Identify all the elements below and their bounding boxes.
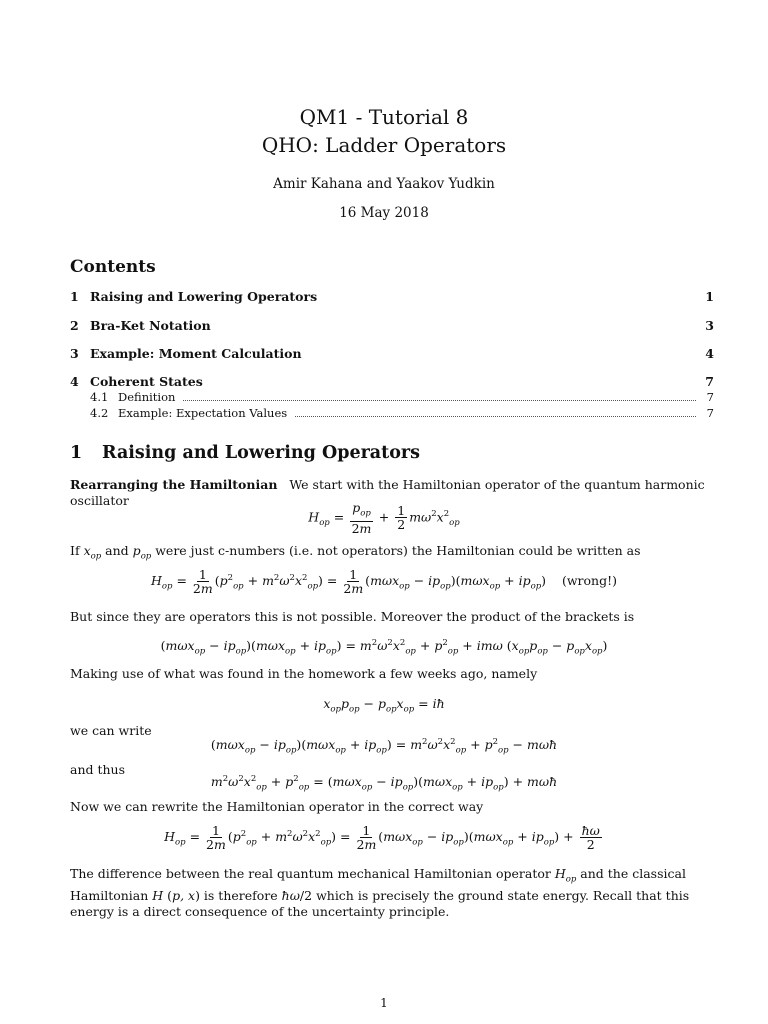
toc-item-page: 7 xyxy=(705,374,714,389)
paragraph-heading: Rearranging the Hamiltonian xyxy=(70,477,278,492)
section-heading xyxy=(70,443,420,463)
paragraph-operators: But since they are operators this is not possible. Moreover the product of the brackets is xyxy=(70,609,635,624)
section-title: Raising and Lowering Operators xyxy=(102,443,420,463)
toc-subitem-title: Example: Expectation Values xyxy=(118,406,288,420)
toc-item-number: 1 xyxy=(70,289,79,304)
toc-subitem-page: 7 xyxy=(706,406,714,420)
toc-item-number: 3 xyxy=(70,346,79,361)
paragraph-we-can-write: we can write xyxy=(70,723,152,738)
equation-hamiltonian: $H_{op}$ = $\frac{p_{op}}{2m}$ + $\frac{1}{2}$ $m\omega^2x^2_{op}$ xyxy=(308,500,460,536)
wrong-note: (wrong!) xyxy=(561,573,617,588)
toc-item[interactable] xyxy=(70,289,714,304)
title-line-2: QHO: Ladder Operators xyxy=(261,133,507,157)
paragraph-text: We start with the Hamiltonian operator of the quantum harmonic oscillator xyxy=(70,477,705,508)
paragraph-c-numbers: If $x_{op}$ and $p_{op}$ were just c-numbers (i.e. not operators) the Hamiltonian could be written as xyxy=(70,543,641,562)
toc-subitem-title: Definition xyxy=(118,390,176,404)
equation-factorized-wrong: $H_{op}$ = $\frac{1}{2m}$ $(p^2_{op} + m^2\omega^2x^2_{op})$ = $\frac{1}{2m}$ $(m\omega x_{op} - ip_{op})(m\omega x_{op} + ip_{op})$ (wrong!) xyxy=(151,567,617,596)
section-number: 1 xyxy=(70,443,83,463)
paragraph-text: were just c-numbers (i.e. not operators) the Hamiltonian could be written as xyxy=(155,543,641,558)
toc-item-title: Example: Moment Calculation xyxy=(90,346,302,361)
toc-leader-dots xyxy=(295,415,696,417)
equation-rearranged: $m^2\omega^2x^2_{op} + p^2_{op} = (m\omega x_{op} - ip_{op})(m\omega x_{op} + ip_{op})$ + mωħ xyxy=(210,774,558,793)
toc-item-page: 4 xyxy=(705,346,714,361)
paragraph-difference: The difference between the real quantum mechanical Hamiltonian operator $H_{op}$ and the classical Hamiltonian H (p, x) is therefore ħω/2 which is precisely the ground state energy. Recall that this energy is a direct consequence of the uncertainty principle. xyxy=(70,866,690,919)
paragraph-text: is therefore xyxy=(203,887,278,903)
equation-commutator: $x_{op}p_{op} - p_{op}x_{op}$ = iħ xyxy=(323,696,445,715)
paragraph-homework: Making use of what was found in the homework a few weeks ago, namely xyxy=(70,666,538,681)
toc-item[interactable] xyxy=(70,318,714,333)
toc-item[interactable] xyxy=(70,346,714,361)
paragraph-rewrite: Now we can rewrite the Hamiltonian operator in the correct way xyxy=(70,799,484,814)
date: 16 May 2018 xyxy=(339,205,429,221)
toc-item-title: Bra-Ket Notation xyxy=(90,318,211,333)
paragraph-text: If xyxy=(70,543,80,558)
paragraph-text: and the classical Hamiltonian xyxy=(70,866,686,903)
toc-item-page: 3 xyxy=(705,318,714,333)
toc-subitem[interactable] xyxy=(90,390,714,404)
toc-leader-dots xyxy=(183,399,696,401)
toc-subitem[interactable] xyxy=(90,406,714,420)
paragraph-text: and xyxy=(105,543,129,558)
toc-item-number: 4 xyxy=(70,374,79,389)
page-number: 1 xyxy=(380,996,388,1010)
equation-hamiltonian-correct: $H_{op}$ = $\frac{1}{2m}$ $(p^2_{op} + m^2\omega^2x^2_{op})$ = $\frac{1}{2m}$ $(m\omega x_{op} - ip_{op})(m\omega x_{op} + ip_{op})$ + $\frac{ħ\omega}{2}$ xyxy=(164,823,600,852)
toc-subitem-page: 7 xyxy=(706,390,714,404)
equation-product-result: $(m\omega x_{op} - ip_{op})(m\omega x_{op} + ip_{op}) = m^2\omega^2x^2_{op} + p^2_{op}$ − mωħ xyxy=(210,737,558,756)
toc-item-page: 1 xyxy=(705,289,714,304)
paragraph-text: The difference between the real quantum mechanical Hamiltonian operator xyxy=(70,866,551,881)
toc-item-title: Raising and Lowering Operators xyxy=(90,289,318,304)
equation-brackets-product: $(m\omega x_{op} - ip_{op})(m\omega x_{op} + ip_{op}) = m^2\omega^2x^2_{op} + p^2_{op} + im\omega$ $(x_{op}p_{op} - p_{op}x_{op})$ xyxy=(160,638,608,657)
toc-subitem-number: 4.1 xyxy=(90,390,109,404)
toc-item-number: 2 xyxy=(70,318,79,333)
toc-item-title: Coherent States xyxy=(90,374,203,389)
title-line-1: QM1 - Tutorial 8 xyxy=(299,105,469,129)
paragraph-text: which is precisely the ground state energy. Recall that this energy is a direct consequence of the uncertainty principle. xyxy=(70,887,690,919)
contents-heading: Contents xyxy=(70,257,156,277)
authors: Amir Kahana and Yaakov Yudkin xyxy=(273,176,495,192)
toc-item[interactable] xyxy=(70,374,714,389)
toc-subitem-number: 4.2 xyxy=(90,406,109,420)
paragraph-and-thus: and thus xyxy=(70,762,126,777)
